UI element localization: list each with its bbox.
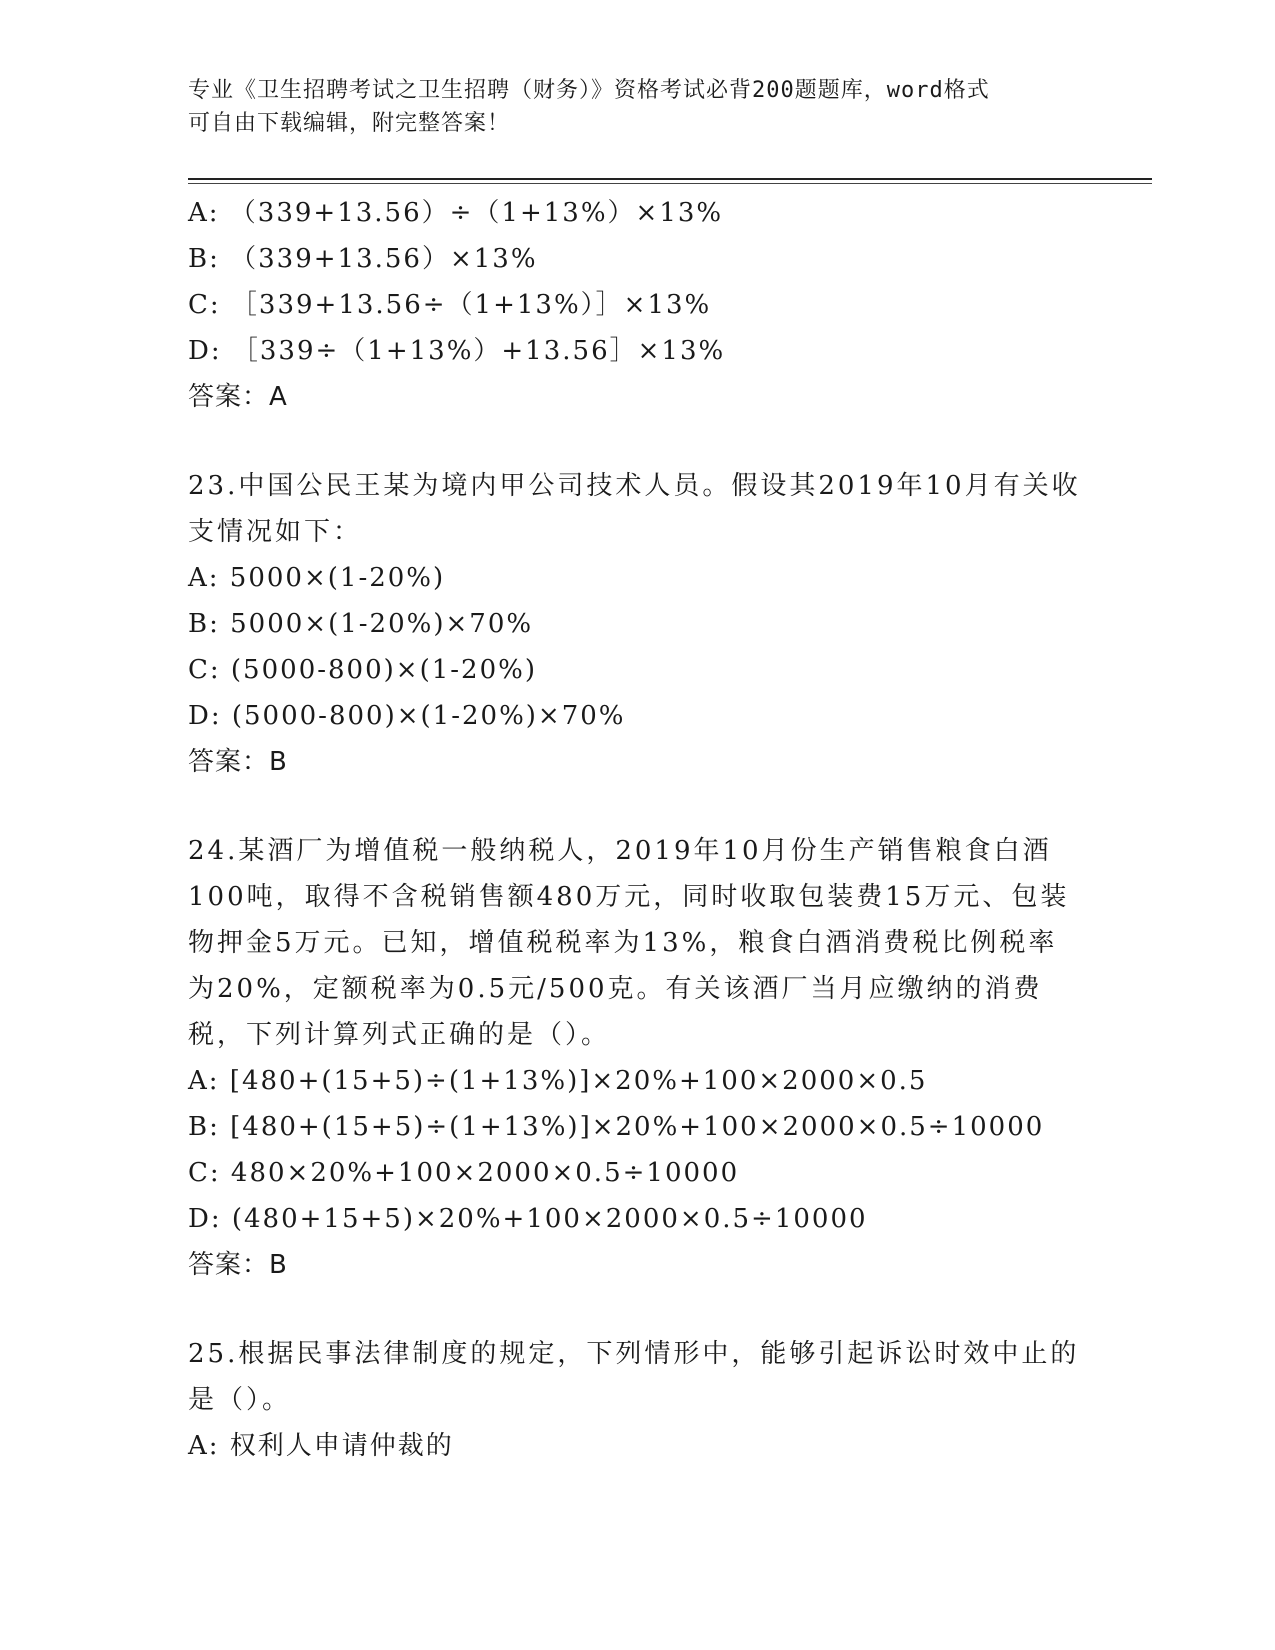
question-stem: 税，下列计算列式正确的是（）。 xyxy=(188,1020,611,1050)
question-stem: 是（）。 xyxy=(188,1385,292,1415)
option-a: A: 权利人申请仲裁的 xyxy=(188,1431,454,1461)
question-22 xyxy=(188,190,1088,420)
question-stem: 100吨，取得不含税销售额480万元，同时收取包装费15万元、包装 xyxy=(188,882,1070,912)
question-24 xyxy=(188,828,1088,1288)
question-stem: 23.中国公民王某为境内甲公司技术人员。假设其2019年10月有关收 xyxy=(188,471,1081,501)
option-b: B: （339+13.56）×13% xyxy=(188,244,538,274)
option-b: B: 5000×(1-20%)×70% xyxy=(188,609,534,639)
question-23 xyxy=(188,463,1088,785)
option-a: A: 5000×(1-20%) xyxy=(188,563,446,593)
header-line-2: 可自由下载编辑，附完整答案！ xyxy=(188,111,511,136)
header-line-1: 专业《卫生招聘考试之卫生招聘（财务）》资格考试必背200题题库，word格式 xyxy=(188,78,990,103)
question-stem: 24.某酒厂为增值税一般纳税人，2019年10月份生产销售粮食白酒 xyxy=(188,836,1052,866)
option-c: C: (5000-800)×(1-20%) xyxy=(188,655,537,685)
question-stem: 支情况如下： xyxy=(188,517,363,547)
option-a: A: （339+13.56）÷（1+13%）×13% xyxy=(188,198,724,228)
answer: 答案：B xyxy=(188,747,288,777)
question-25 xyxy=(188,1331,1088,1469)
option-a: A: [480+(15+5)÷(1+13%)]×20%+100×2000×0.5 xyxy=(188,1066,928,1096)
header-divider-thick xyxy=(188,178,1152,180)
document-body xyxy=(188,190,1088,1469)
question-stem: 25.根据民事法律制度的规定，下列情形中，能够引起诉讼时效中止的 xyxy=(188,1339,1080,1369)
question-stem: 物押金5万元。已知，增值税税率为13%，粮食白酒消费税比例税率 xyxy=(188,928,1058,958)
option-c: C: 480×20%+100×2000×0.5÷10000 xyxy=(188,1158,740,1188)
answer: 答案：B xyxy=(188,1250,288,1280)
answer: 答案：A xyxy=(188,382,288,412)
option-d: D: ［339÷（1+13%）+13.56］×13% xyxy=(188,336,726,366)
page-header xyxy=(188,74,1088,140)
header-divider-thin xyxy=(188,183,1152,184)
option-b: B: [480+(15+5)÷(1+13%)]×20%+100×2000×0.5÷10000 xyxy=(188,1112,1045,1142)
option-d: D: (5000-800)×(1-20%)×70% xyxy=(188,701,626,731)
question-stem: 为20%，定额税率为0.5元/500克。有关该酒厂当月应缴纳的消费 xyxy=(188,974,1043,1004)
option-c: C: ［339+13.56÷（1+13%）］×13% xyxy=(188,290,712,320)
option-d: D: (480+15+5)×20%+100×2000×0.5÷10000 xyxy=(188,1204,868,1234)
